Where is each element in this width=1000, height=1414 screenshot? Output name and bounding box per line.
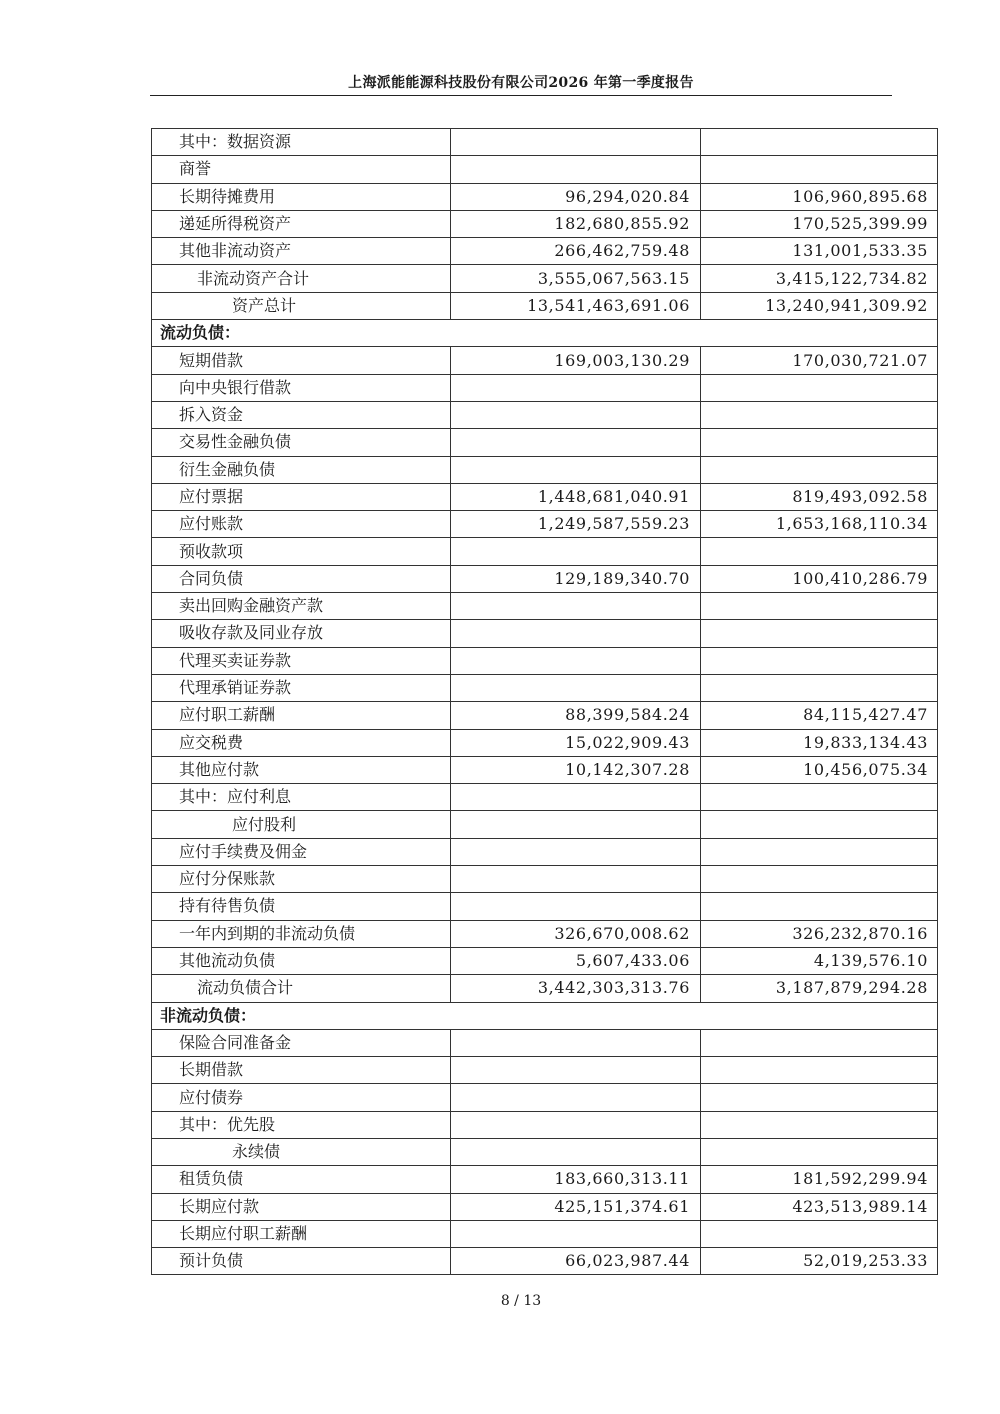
table-row — [152, 156, 938, 183]
row-label: 应付票据 — [152, 483, 451, 510]
table-row — [152, 1084, 938, 1111]
value-current: 183,660,313.11 — [451, 1166, 701, 1193]
value-current: 66,023,987.44 — [451, 1248, 701, 1275]
value-current: 266,462,759.48 — [451, 238, 701, 265]
row-label: 其他应付款 — [152, 756, 451, 783]
value-prior: 423,513,989.14 — [701, 1193, 938, 1220]
row-label: 代理承销证券款 — [152, 674, 451, 701]
row-label: 应付债券 — [152, 1084, 451, 1111]
value-current — [451, 129, 701, 156]
table-row — [152, 838, 938, 865]
row-label: 递延所得税资产 — [152, 210, 451, 237]
section-heading: 非流动负债： — [152, 1002, 938, 1029]
table-row — [152, 674, 938, 701]
value-current: 3,442,303,313.76 — [451, 975, 701, 1002]
value-prior — [701, 1220, 938, 1247]
value-current — [451, 893, 701, 920]
table-row — [152, 784, 938, 811]
value-prior — [701, 129, 938, 156]
table-row — [152, 374, 938, 401]
value-current — [451, 1111, 701, 1138]
table-row — [152, 1138, 938, 1165]
value-prior — [701, 647, 938, 674]
report-header-title: 上海派能能源科技股份有限公司2026 年第一季度报告 — [348, 75, 694, 91]
page-number: 8 / 13 — [500, 1293, 542, 1309]
value-prior: 1,653,168,110.34 — [701, 511, 938, 538]
value-prior: 84,115,427.47 — [701, 702, 938, 729]
table-row — [152, 1057, 938, 1084]
value-prior — [701, 429, 938, 456]
table-row — [152, 483, 938, 510]
row-label: 应付股利 — [152, 811, 451, 838]
value-current — [451, 401, 701, 428]
value-current: 10,142,307.28 — [451, 756, 701, 783]
table-row — [152, 947, 938, 974]
row-label: 流动负债合计 — [152, 975, 451, 1002]
table-row — [152, 210, 938, 237]
row-label: 预计负债 — [152, 1248, 451, 1275]
value-prior: 170,525,399.99 — [701, 210, 938, 237]
value-current — [451, 538, 701, 565]
table-row — [152, 702, 938, 729]
value-current: 13,541,463,691.06 — [451, 292, 701, 319]
row-label: 预收款项 — [152, 538, 451, 565]
value-prior — [701, 156, 938, 183]
row-label: 应付分保账款 — [152, 866, 451, 893]
table-row — [152, 920, 938, 947]
value-current — [451, 1057, 701, 1084]
table-row — [152, 347, 938, 374]
value-current: 182,680,855.92 — [451, 210, 701, 237]
row-label: 应付手续费及佣金 — [152, 838, 451, 865]
value-prior — [701, 1111, 938, 1138]
value-current — [451, 1138, 701, 1165]
table-row — [152, 756, 938, 783]
value-current: 425,151,374.61 — [451, 1193, 701, 1220]
row-label: 其中：数据资源 — [152, 129, 451, 156]
row-label: 其中：应付利息 — [152, 784, 451, 811]
row-label: 衍生金融负债 — [152, 456, 451, 483]
subtotal-row — [152, 265, 938, 292]
section-header-row — [152, 320, 938, 347]
value-prior: 819,493,092.58 — [701, 483, 938, 510]
row-label: 短期借款 — [152, 347, 451, 374]
value-current — [451, 593, 701, 620]
table-row — [152, 1220, 938, 1247]
row-label: 持有待售负债 — [152, 893, 451, 920]
table-row — [152, 1029, 938, 1056]
value-prior — [701, 811, 938, 838]
value-prior — [701, 1084, 938, 1111]
row-label: 拆入资金 — [152, 401, 451, 428]
value-current: 96,294,020.84 — [451, 183, 701, 210]
table-row — [152, 620, 938, 647]
value-current — [451, 866, 701, 893]
section-heading: 流动负债： — [152, 320, 938, 347]
table-row — [152, 647, 938, 674]
row-label: 长期应付职工薪酬 — [152, 1220, 451, 1247]
value-prior: 10,456,075.34 — [701, 756, 938, 783]
value-prior: 100,410,286.79 — [701, 565, 938, 592]
value-current: 5,607,433.06 — [451, 947, 701, 974]
value-prior — [701, 456, 938, 483]
value-prior — [701, 1057, 938, 1084]
value-current — [451, 838, 701, 865]
value-current: 3,555,067,563.15 — [451, 265, 701, 292]
table-row — [152, 593, 938, 620]
table-row — [152, 893, 938, 920]
table-row — [152, 129, 938, 156]
row-label: 保险合同准备金 — [152, 1029, 451, 1056]
value-prior — [701, 593, 938, 620]
row-label: 应交税费 — [152, 729, 451, 756]
table-row — [152, 1166, 938, 1193]
value-current — [451, 1220, 701, 1247]
value-current — [451, 429, 701, 456]
value-prior: 3,415,122,734.82 — [701, 265, 938, 292]
table-row — [152, 811, 938, 838]
row-label: 其他非流动资产 — [152, 238, 451, 265]
value-prior: 131,001,533.35 — [701, 238, 938, 265]
value-current — [451, 620, 701, 647]
value-current — [451, 811, 701, 838]
value-prior — [701, 784, 938, 811]
balance-sheet-table — [151, 128, 938, 1275]
value-current: 129,189,340.70 — [451, 565, 701, 592]
table-row — [152, 429, 938, 456]
value-prior — [701, 866, 938, 893]
row-label: 永续债 — [152, 1138, 451, 1165]
row-label: 吸收存款及同业存放 — [152, 620, 451, 647]
row-label: 其中：优先股 — [152, 1111, 451, 1138]
value-current: 326,670,008.62 — [451, 920, 701, 947]
value-prior: 3,187,879,294.28 — [701, 975, 938, 1002]
table-row — [152, 1248, 938, 1275]
value-prior: 106,960,895.68 — [701, 183, 938, 210]
row-label: 长期应付款 — [152, 1193, 451, 1220]
value-prior — [701, 538, 938, 565]
value-prior — [701, 838, 938, 865]
table-row — [152, 456, 938, 483]
value-prior — [701, 401, 938, 428]
section-header-row — [152, 1002, 938, 1029]
value-current — [451, 456, 701, 483]
table-row — [152, 238, 938, 265]
table-row — [152, 538, 938, 565]
value-prior — [701, 674, 938, 701]
value-prior: 19,833,134.43 — [701, 729, 938, 756]
value-current — [451, 156, 701, 183]
value-prior: 170,030,721.07 — [701, 347, 938, 374]
table-row — [152, 401, 938, 428]
table-row — [152, 1111, 938, 1138]
row-label: 交易性金融负债 — [152, 429, 451, 456]
value-current: 15,022,909.43 — [451, 729, 701, 756]
row-label: 卖出回购金融资产款 — [152, 593, 451, 620]
value-current — [451, 1029, 701, 1056]
table-row — [152, 565, 938, 592]
value-prior: 181,592,299.94 — [701, 1166, 938, 1193]
value-prior — [701, 620, 938, 647]
row-label: 应付职工薪酬 — [152, 702, 451, 729]
value-current: 88,399,584.24 — [451, 702, 701, 729]
table-row — [152, 1193, 938, 1220]
value-current — [451, 784, 701, 811]
table-row — [152, 183, 938, 210]
row-label: 资产总计 — [152, 292, 451, 319]
value-prior: 4,139,576.10 — [701, 947, 938, 974]
row-label: 应付账款 — [152, 511, 451, 538]
value-current — [451, 1084, 701, 1111]
row-label: 长期待摊费用 — [152, 183, 451, 210]
table-row — [152, 729, 938, 756]
table-row — [152, 866, 938, 893]
value-current: 1,249,587,559.23 — [451, 511, 701, 538]
row-label: 商誉 — [152, 156, 451, 183]
value-current: 1,448,681,040.91 — [451, 483, 701, 510]
row-label: 向中央银行借款 — [152, 374, 451, 401]
value-current: 169,003,130.29 — [451, 347, 701, 374]
value-current — [451, 674, 701, 701]
value-prior: 52,019,253.33 — [701, 1248, 938, 1275]
row-label: 其他流动负债 — [152, 947, 451, 974]
value-prior: 326,232,870.16 — [701, 920, 938, 947]
value-prior — [701, 893, 938, 920]
subtotal-row — [152, 975, 938, 1002]
row-label: 租赁负债 — [152, 1166, 451, 1193]
row-label: 合同负债 — [152, 565, 451, 592]
row-label: 代理买卖证券款 — [152, 647, 451, 674]
value-prior — [701, 1138, 938, 1165]
row-label: 一年内到期的非流动负债 — [152, 920, 451, 947]
header-divider — [150, 95, 892, 96]
row-label: 非流动资产合计 — [152, 265, 451, 292]
total-row — [152, 292, 938, 319]
value-prior — [701, 1029, 938, 1056]
value-current — [451, 374, 701, 401]
value-current — [451, 647, 701, 674]
row-label: 长期借款 — [152, 1057, 451, 1084]
value-prior — [701, 374, 938, 401]
table-row — [152, 511, 938, 538]
value-prior: 13,240,941,309.92 — [701, 292, 938, 319]
